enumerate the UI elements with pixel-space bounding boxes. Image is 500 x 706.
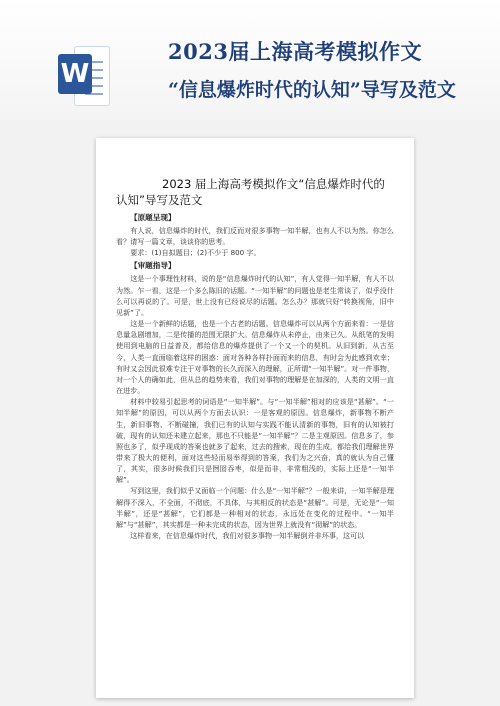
paragraph: 要求：(1)自拟题目；(2)不少于 800 字。	[130, 248, 261, 258]
document-body	[116, 176, 394, 541]
preview-banner	[0, 0, 500, 120]
paragraph: 这是一个新鲜的话题，也是一个古老的话题。信息爆炸可以从两个方面来看：一是信息量急剧增加，二是传播的范围无限扩大。信息爆炸从未停止，由来已久。从纸笔的发明使用到电脑的日益普及，都给信息的爆炸提供了一个又一个的契机。从旧到新，从古至今，人类一直面临着这样的困惑：面对各种各样扑面而来的信息，有时会为此感到欢幸；有时又会因此很难专注于对事物的长久而深入的理解，正所谓“一知半解”。对一件事物，对一个人的确如此，但从总的趋势来看，我们对事物的理解是在加深的，人类的文明一直在进步。	[116, 319, 394, 396]
paragraph: 有人说，信息爆炸的时代，我们反而对很多事物一知半解，也有人不以为然。你怎么看？请写一篇文章，谈谈你的思考。	[116, 226, 394, 247]
document-title: 2023 届上海高考模拟作文“信息爆炸时代的认知”导写及范文	[116, 177, 385, 207]
word-document-icon	[58, 44, 108, 106]
banner-title: 2023届上海高考模拟作文	[168, 39, 422, 64]
paragraph: 写到这里，我们似乎又面临一个问题：什么是“一知半解”？一般来讲，一知半解是理解得不深入，不全面，不彻底，不具体，与其相反的状态是“甚解”。可是，无论是“一知半解”，还是“甚解”，它们都是一种相对的状态，永远处在变化的过程中。“一知半解”与“甚解”，其实都是一种未完成的状态，因为世界上就没有“彻解”的状态。	[116, 486, 394, 529]
word-logo-tile: W	[58, 54, 92, 94]
document-page	[96, 138, 414, 698]
banner-subtitle: “信息爆炸时代的认知”导写及范文	[168, 79, 456, 101]
section-heading-guidance: 【审题指导】	[130, 261, 176, 271]
paragraph: 材料中较易引起思考的词语是“一知半解”。与“一知半解”相对的应该是“甚解”。“一知半解”的原因，可以从两个方面去认识：一是客观的原因。信息爆炸，新事物不断产生，新旧事物、不断碰撞，我们已有的认知与实践不能认清新的事物，旧有的认知被打破，现有的认知还未建立起来，那也不只能是“一知半解”？二是主观原因。信息多了，参照也多了，似乎现成的答案也就多了起来，过去的搜索，现在的生成，都给我们理解世界带来了极大的便利，面对这些轻而易举得到的答案，我们为之兴奋，真的就认为自己懂了，其实，很多时候我们只是囫囵吞枣，似是而非，非常粗浅的，实际上还是“一知半解”。	[116, 397, 394, 485]
paragraph: 这是一个事理性材料，说的是“信息爆炸时代的认知”，有人觉得一知半解，有人不以为然。乍一看，这是一个多么陈旧的话题。“一知半解”的问题也是老生常谈了，似乎没什么可以再说的了。可是，世上没有已经说尽的话题。怎么办？那就只好“转换视角，旧中见新”了。	[116, 274, 394, 317]
paragraph: 这样看来，在信息爆炸时代，我们对很多事物一知半解倒并非坏事，这可以	[130, 531, 365, 541]
section-heading-original-question: 【原题呈现】	[130, 213, 176, 222]
